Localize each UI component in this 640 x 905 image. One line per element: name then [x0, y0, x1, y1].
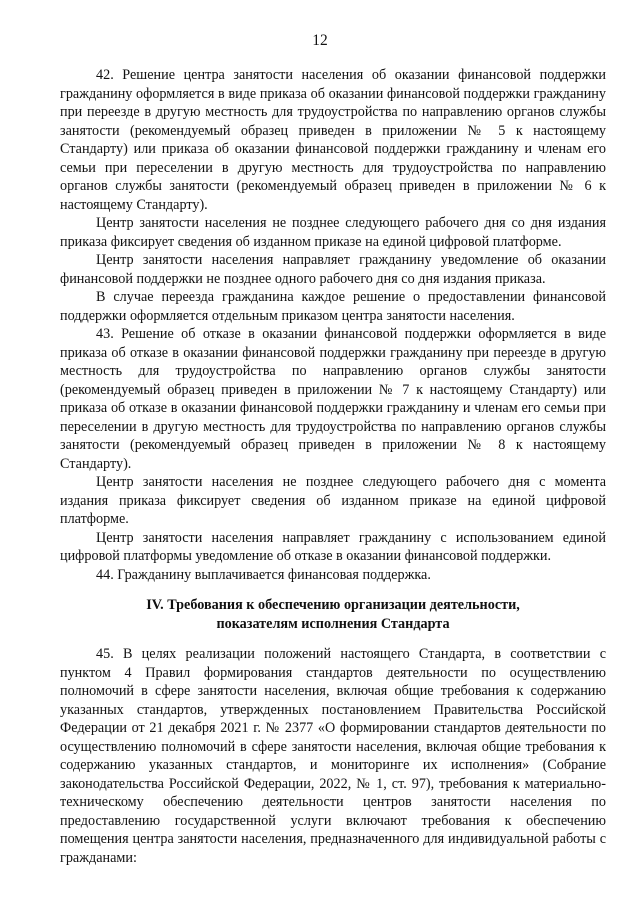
page-number: 12	[312, 32, 328, 49]
section-heading	[60, 596, 606, 633]
document-body	[60, 66, 606, 867]
paragraph-42-separate-order: В случае переезда гражданина каждое решение о предоставлении финансовой поддержки оформляется отдельным приказом центра занятости населения.	[60, 289, 606, 324]
paragraph-42: 42. Решение центра занятости населения об оказании финансовой поддержки гражданину оформляется в виде приказа об оказании финансовой поддержки гражданину при переезде в другую местность для трудоустройства по направлению органов службы занятости (рекомендуемый образец приведен в приложении № 5 к настоящему Стандарту) или приказа об оказании финансовой поддержки гражданину и членам его семьи при переселении в другую местность для трудоустройства по направлению органов службы занятости (рекомендуемый образец приведен в приложении № 6 к настоящему Стандарту).	[60, 67, 606, 213]
paragraph-43-notification: Центр занятости населения направляет гражданину с использованием единой цифровой платформы уведомление об отказе в оказании финансовой поддержки.	[60, 529, 606, 564]
paragraph-42-notification: Центр занятости населения направляет гражданину уведомление об оказании финансовой поддержки не позднее одного рабочего дня со дня издания приказа.	[60, 252, 606, 287]
paragraph-43-fixation: Центр занятости населения не позднее следующего рабочего дня с момента издания приказа фиксирует сведения об изданном приказе на единой цифровой платформе.	[60, 474, 606, 527]
paragraph-44: 44. Гражданину выплачивается финансовая поддержка.	[96, 566, 431, 583]
section-heading-line-1: IV. Требования к обеспечению организации деятельности,	[146, 597, 520, 613]
paragraph-42-fixation: Центр занятости населения не позднее следующего рабочего дня со дня издания приказа фиксирует сведения об изданном приказе на единой цифровой платформе.	[60, 215, 606, 250]
paragraph-45: 45. В целях реализации положений настоящего Стандарта, в соответствии с пунктом 4 Правил формирования стандартов деятельности по осуществлению полномочий в сфере занятости населения, включая общие требования к содержанию указанных стандартов, утвержденных постановлением Правительства Российской Федерации от 21 декабря 2021 г. № 2377 «О формировании стандартов деятельности по осуществлению полномочий в сфере занятости населения, включая общие требования к содержанию указанных стандартов, и мониторинге их исполнения» (Собрание законодательства Российской Федерации, 2022, № 1, ст. 97), требования к материально-техническому обеспечению деятельности центров занятости населения по предоставлению государственной услуги включают требования к обеспечению помещения центра занятости населения, предназначенного для индивидуальной работы с гражданами:	[60, 646, 606, 866]
paragraph-43: 43. Решение об отказе в оказании финансовой поддержки оформляется в виде приказа об отказе в оказании финансовой поддержки гражданину при переезде в другую местность для трудоустройства по направлению органов службы занятости (рекомендуемый образец приведен в приложении № 7 к настоящему Стандарту) или приказа об отказе в оказании финансовой поддержки гражданину и членам его семьи при переселении в другую местность для трудоустройства по направлению органов службы занятости (рекомендуемый образец приведен в приложении № 8 к настоящему Стандарту).	[60, 326, 606, 472]
section-heading-line-2: показателям исполнения Стандарта	[216, 615, 450, 632]
